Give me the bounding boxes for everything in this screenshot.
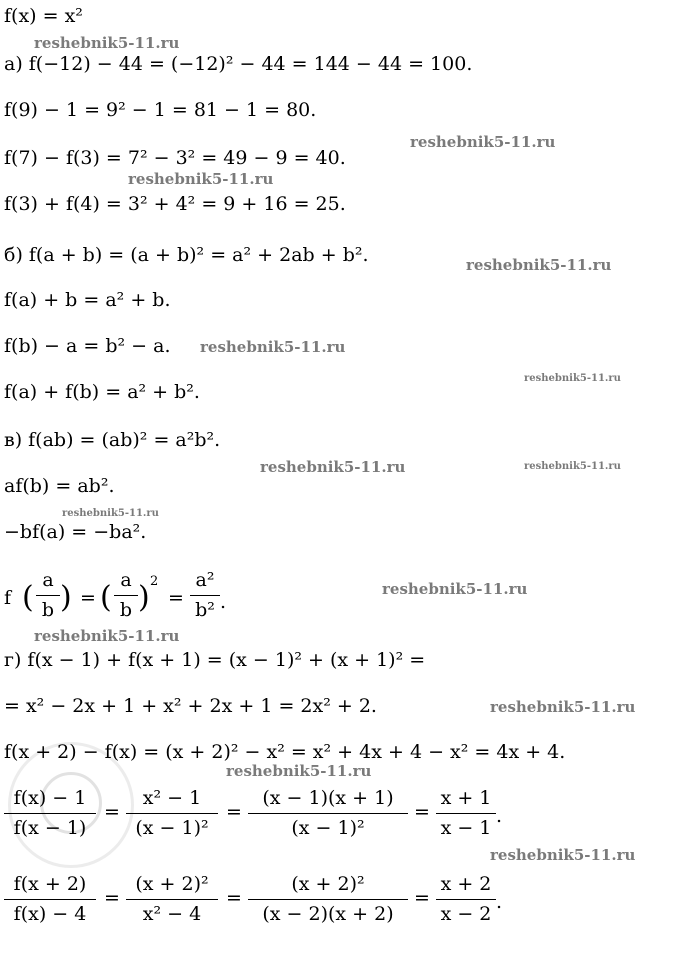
denominator: x − 2 — [440, 903, 492, 925]
numerator: f(x + 2) — [13, 873, 87, 895]
period: . — [496, 891, 503, 913]
function-symbol: f — [4, 587, 12, 609]
equals-sign: = — [414, 887, 430, 909]
denominator: (x − 1)² — [135, 817, 209, 839]
equals-sign: = — [104, 801, 120, 823]
equals-sign: = — [104, 887, 120, 909]
part-g-line-2: = x² − 2x + 1 + x² + 2x + 1 = 2x² + 2. — [4, 695, 377, 717]
part-b-line-3: f(b) − a = b² − a. — [4, 335, 171, 357]
equals-sign: = — [168, 587, 184, 609]
fraction-bar — [436, 813, 496, 814]
period: . — [220, 591, 227, 613]
watermark: reshebnik5-11.ru — [466, 256, 612, 274]
part-v-line-2: af(b) = ab². — [4, 475, 115, 497]
denominator: b — [41, 599, 55, 621]
fraction-bar — [4, 813, 96, 814]
numerator: a — [120, 569, 132, 591]
part-v-line-1: в) f(ab) = (ab)² = a²b². — [4, 429, 221, 451]
numerator: x² − 1 — [142, 787, 202, 809]
fraction — [436, 872, 496, 932]
close-paren: ) — [60, 580, 72, 615]
denominator: x − 1 — [440, 817, 492, 839]
fraction-bar — [248, 813, 408, 814]
open-paren: ( — [22, 580, 34, 615]
fraction-bar — [114, 595, 138, 596]
denominator: (x − 1)² — [291, 817, 365, 839]
fraction — [126, 872, 218, 932]
fraction-bar — [126, 899, 218, 900]
denominator: b² — [195, 599, 215, 621]
fraction-bar — [190, 595, 220, 596]
watermark: reshebnik5-11.ru — [200, 338, 346, 356]
fraction — [436, 786, 496, 846]
equals-sign: = — [226, 801, 242, 823]
watermark: reshebnik5-11.ru — [260, 458, 406, 476]
fraction-bar — [126, 813, 218, 814]
numerator: f(x) − 1 — [13, 787, 87, 809]
watermark: reshebnik5-11.ru — [524, 373, 621, 384]
fraction — [248, 786, 408, 846]
exponent: 2 — [150, 574, 159, 589]
fraction-bar — [4, 899, 96, 900]
denominator: (x − 2)(x + 2) — [262, 903, 394, 925]
fraction-a2-over-b2 — [190, 568, 220, 628]
fraction — [4, 786, 96, 846]
equals-sign: = — [80, 587, 96, 609]
numerator: a² — [195, 569, 215, 591]
numerator: (x + 2)² — [291, 873, 365, 895]
denominator: f(x) − 4 — [13, 903, 87, 925]
numerator: (x − 1)(x + 1) — [262, 787, 394, 809]
watermark: reshebnik5-11.ru — [34, 34, 180, 52]
watermark: reshebnik5-11.ru — [382, 580, 528, 598]
fraction-a-over-b — [36, 568, 60, 628]
part-a-line-3: f(7) − f(3) = 7² − 3² = 49 − 9 = 40. — [4, 147, 346, 169]
fraction-bar — [436, 899, 496, 900]
equals-sign: = — [226, 887, 242, 909]
part-a-line-2: f(9) − 1 = 9² − 1 = 81 − 1 = 80. — [4, 99, 317, 121]
part-g-line-3: f(x + 2) − f(x) = (x + 2)² − x² = x² + 4x + 4 − x² = 4x + 4. — [4, 741, 566, 763]
part-b-line-4: f(a) + f(b) = a² + b². — [4, 381, 200, 403]
fraction-bar — [36, 595, 60, 596]
watermark: reshebnik5-11.ru — [128, 170, 274, 188]
part-a-line-4: f(3) + f(4) = 3² + 4² = 9 + 16 = 25. — [4, 193, 346, 215]
fraction-a-over-b — [114, 568, 138, 628]
watermark: reshebnik5-11.ru — [490, 698, 636, 716]
part-v-line-3: −bf(a) = −ba². — [4, 521, 147, 543]
part-b-line-1: б) f(a + b) = (a + b)² = a² + 2ab + b². — [4, 244, 369, 266]
fraction — [4, 872, 96, 932]
equals-sign: = — [414, 801, 430, 823]
watermark: reshebnik5-11.ru — [226, 762, 372, 780]
period: . — [496, 805, 503, 827]
numerator: x + 1 — [440, 787, 492, 809]
denominator: b — [119, 599, 133, 621]
numerator: a — [42, 569, 54, 591]
watermark: reshebnik5-11.ru — [490, 846, 636, 864]
watermark: reshebnik5-11.ru — [62, 508, 159, 519]
denominator: f(x − 1) — [13, 817, 87, 839]
open-paren: ( — [100, 580, 112, 615]
watermark: reshebnik5-11.ru — [524, 461, 621, 472]
fraction — [248, 872, 408, 932]
part-b-line-2: f(a) + b = a² + b. — [4, 289, 171, 311]
fraction-bar — [248, 899, 408, 900]
close-paren: ) — [138, 580, 150, 615]
denominator: x² − 4 — [142, 903, 202, 925]
watermark: reshebnik5-11.ru — [410, 133, 556, 151]
function-definition: f(x) = x² — [4, 5, 83, 27]
numerator: x + 2 — [440, 873, 492, 895]
fraction — [126, 786, 218, 846]
watermark: reshebnik5-11.ru — [34, 627, 180, 645]
numerator: (x + 2)² — [135, 873, 209, 895]
part-g-line-1: г) f(x − 1) + f(x + 1) = (x − 1)² + (x + 1)² = — [4, 649, 426, 671]
part-a-line-1: а) f(−12) − 44 = (−12)² − 44 = 144 − 44 = 100. — [4, 53, 473, 75]
